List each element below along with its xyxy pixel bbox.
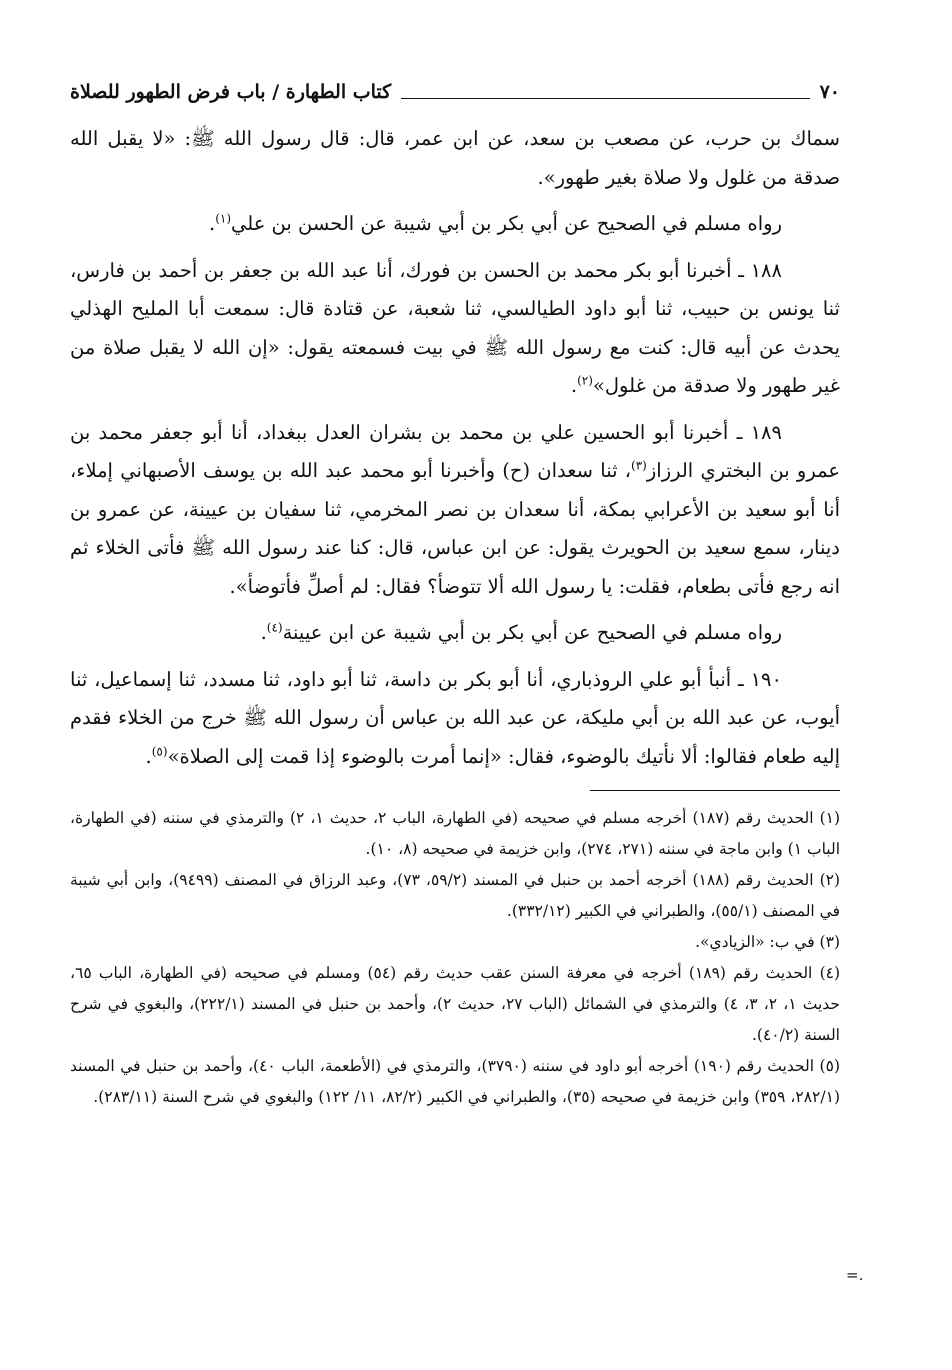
paragraph-text: رواه مسلم في الصحيح عن أبي بكر بن أبي شيبة عن ابن عيينة [282, 621, 782, 644]
footnote-4: (٤) الحديث رقم (١٨٩) أخرجه في معرفة السنن عقب حديث رقم (٥٤) ومسلم في صحيحه (في الطهارة، الباب ٦٥، حديث ١، ٢، ٣، ٤) والترمذي في الشمائل (الباب ٢٧، حديث ٢)، وأحمد بن حنبل في المسند (٢٢٢/١)، والبغوي في شرح السنة (٤٠/٢). [70, 964, 841, 1044]
hadith-188 [70, 252, 840, 406]
paragraph [70, 205, 840, 244]
paragraph-text: ، ثنا سعدان (ح) وأخبرنا أبو محمد عبد الله بن يوسف الأصبهاني إملاء، أنا أبو سعيد بن الأعرابي بمكة، أنا سعدان بن نصر المخرمي، ثنا سفيان بن عيينة، عن عمرو بن دينار، سمع سعيد بن الحويرث يقول: عن ابن عباس، قال: كنا عند رسول الله ﷺ فأتى الخلاء ثم انه رجع فأتى بطعام، فقلت: يا رسول الله ألا تتوضأ؟ فقال: لم أصلِّ فأتوضأ». [70, 459, 840, 598]
footnote-1: (١) الحديث رقم (١٨٧) أخرجه مسلم في صحيحه (في الطهارة، الباب ٢، حديث ١، ٢) والترمذي في سننه (في الطهارة، الباب ١) وابن ماجة في سننه (٢٧١، ٢٧٤)، وابن خزيمة في صحيحه (٨، ١٠). [70, 809, 841, 858]
footnote-ref: (٢) [577, 373, 593, 388]
footnote-ref: (١) [215, 211, 232, 226]
paragraph-end: . [145, 744, 152, 768]
paragraph-text: ١٩٠ ـ أنبأ أبو علي الروذباري، أنا أبو بكر بن داسة، ثنا أبو داود، ثنا مسدد، ثنا إسماعيل، ثنا أيوب، عن عبد الله بن أبي مليكة، عن عبد الله بن عباس أن رسول الله ﷺ خرج من الخلاء فقدم إليه طعام فقالوا: ألا نأتيك بالوضوء، فقال: «إنما أمرت بالوضوء إذا قمت إلى الصلاة» [70, 667, 840, 768]
footnote-separator [590, 790, 840, 791]
footnotes [70, 803, 840, 1113]
hadith-189 [70, 414, 840, 607]
paragraph-text: رواه مسلم في الصحيح عن أبي بكر بن أبي شيبة عن الحسن بن علي [231, 212, 782, 235]
page-number: ٧٠ [819, 81, 840, 103]
hadith-190 [70, 661, 840, 777]
paragraph-end: . [260, 621, 267, 644]
footnote-ref: (٥) [151, 744, 168, 758]
paragraph-text: سماك بن حرب، عن مصعب بن سعد، عن ابن عمر، قال: قال رسول الله ﷺ: «لا يقبل الله صدقة من غلول ولا صلاة بغير طهور». [70, 127, 841, 189]
footnote-ref: (٣) [631, 458, 647, 473]
footnote-ref: (٤) [266, 620, 283, 635]
main-text [70, 120, 840, 776]
paragraph [70, 614, 840, 653]
footnote-2: (٢) الحديث رقم (١٨٨) أخرجه أحمد بن حنبل في المسند (٥٩/٢، ٧٣)، وعبد الرزاق في المصنف (٩٤٩٩)، وابن أبي شيبة في المصنف (٥٥/١)، والطبراني في الكبير (٣٣٢/١٢). [70, 871, 841, 920]
running-header [70, 78, 840, 106]
header-rule [401, 98, 809, 99]
running-title: كتاب الطهارة / باب فرض الطهور للصلاة [70, 81, 392, 103]
paragraph-end: . [208, 212, 216, 235]
continuation-mark: =. [846, 1266, 864, 1284]
paragraph-text: ١٨٨ ـ أخبرنا أبو بكر محمد بن الحسن بن فورك، أنا عبد الله بن جعفر بن أحمد بن فارس، ثنا يونس بن حبيب، ثنا أبو داود الطيالسي، ثنا شعبة، عن قتادة قال: سمعت أبا المليح الهذلي يحدث عن أبيه قال: كنت مع رسول الله ﷺ في بيت فسمعته يقول: «إن الله لا يقبل صلاة من غير طهور ولا صدقة من غلول» [70, 258, 840, 397]
paragraph-text: ١٨٩ ـ أخبرنا أبو الحسين علي بن محمد بن بشران العدل ببغداد، أنا أبو جعفر محمد بن عمرو بن البختري الرزاز [70, 420, 841, 482]
paragraph [70, 120, 840, 197]
footnote-5: (٥) الحديث رقم (١٩٠) أخرجه أبو داود في سننه (٣٧٩٠)، والترمذي في (الأطعمة، الباب ٤٠)، وأحمد بن حنبل في المسند (٢٨٢/١، ٣٥٩) وابن خزيمة في صحيحه (٣٥)، والطبراني في الكبير (٨٢/٢، ١١/ ١٢٢) والبغوي في شرح السنة (٢٨٣/١١). [70, 1057, 840, 1106]
paragraph-end: . [570, 374, 578, 397]
book-page [70, 78, 840, 1113]
footnote-3: (٣) في ب: «الزيادي». [695, 933, 840, 951]
